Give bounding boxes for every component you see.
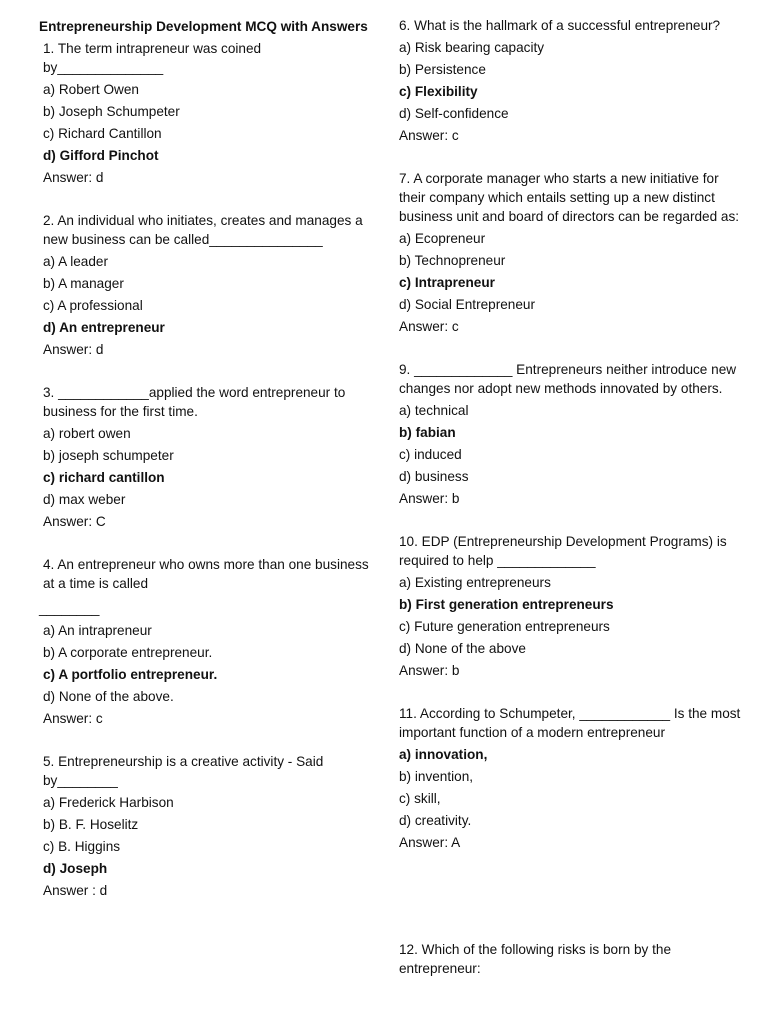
answer-key: Answer: b (399, 663, 460, 678)
correct-option: d) Gifford Pinchot (43, 148, 159, 163)
answer-option: c) skill, (399, 791, 441, 806)
correct-option: b) First generation entrepreneurs (399, 597, 614, 612)
answer-option: b) joseph schumpeter (43, 448, 174, 463)
answer-option: b) Persistence (399, 62, 486, 77)
question-block (39, 555, 382, 728)
answer-key: Answer: c (399, 128, 459, 143)
correct-option: c) Flexibility (399, 84, 478, 99)
answer-option: a) Robert Owen (43, 82, 139, 97)
correct-option: b) fabian (399, 425, 456, 440)
answer-option: d) Social Entrepreneur (399, 297, 536, 312)
question-block (395, 360, 745, 508)
answer-option: d) business (399, 469, 469, 484)
answer-key: Answer: d (43, 342, 104, 357)
answer-key: Answer: c (399, 319, 459, 334)
answer-option: d) None of the above. (43, 689, 174, 704)
question-text: 12. Which of the following risks is born by the entrepreneur: (399, 942, 672, 976)
answer-option: b) A corporate entrepreneur. (43, 645, 213, 660)
question-block (39, 211, 382, 359)
answer-option: c) Richard Cantillon (43, 126, 162, 141)
question-text: 1. The term intrapreneur was coined by______________ (43, 41, 262, 75)
left-column (39, 14, 382, 900)
answer-key: Answer : d (43, 883, 108, 898)
question-block (395, 704, 745, 852)
answer-option: a) Risk bearing capacity (399, 40, 545, 55)
answer-key: Answer: c (43, 711, 103, 726)
question-text: 5. Entrepreneurship is a creative activity - Said by________ (43, 754, 324, 788)
question-block (395, 16, 745, 145)
question-text: 4. An entrepreneur who owns more than one business at a time is called (43, 557, 369, 591)
answer-option: c) A professional (43, 298, 143, 313)
question-text: 6. What is the hallmark of a successful entrepreneur? (399, 18, 721, 33)
answer-option: b) A manager (43, 276, 124, 291)
right-question-list (395, 16, 745, 978)
answer-option: d) creativity. (399, 813, 472, 828)
answer-option: a) technical (399, 403, 469, 418)
question-block (395, 532, 745, 680)
answer-option: d) Self-confidence (399, 106, 509, 121)
answer-option: a) Ecopreneur (399, 231, 486, 246)
correct-option: d) An entrepreneur (43, 320, 165, 335)
answer-option: a) robert owen (43, 426, 131, 441)
right-column (395, 14, 745, 978)
answer-key: Answer: d (43, 170, 104, 185)
answer-option: c) Future generation entrepreneurs (399, 619, 610, 634)
question-text: 2. An individual who initiates, creates and manages a new business can be called_______________ (43, 213, 363, 247)
correct-option: c) richard cantillon (43, 470, 165, 485)
answer-key: Answer: C (43, 514, 106, 529)
left-question-list (39, 39, 382, 900)
correct-option: c) Intrapreneur (399, 275, 495, 290)
answer-key: Answer: b (399, 491, 460, 506)
answer-option: a) A leader (43, 254, 108, 269)
question-text: 3. ____________applied the word entrepreneur to business for the first time. (43, 385, 346, 419)
correct-option: c) A portfolio entrepreneur. (43, 667, 218, 682)
question-text: 10. EDP (Entrepreneurship Development Programs) is required to help _____________ (399, 534, 727, 568)
answer-option: a) An intrapreneur (43, 623, 152, 638)
answer-option: a) Existing entrepreneurs (399, 575, 551, 590)
question-text: 11. According to Schumpeter, ____________ Is the most important function of a modern entrepreneur (399, 706, 741, 740)
answer-option: c) B. Higgins (43, 839, 121, 854)
page-title: Entrepreneurship Development MCQ with Answers (39, 19, 368, 34)
question-text: 7. A corporate manager who starts a new initiative for their company which entails setting up a new distinct business unit and board of directors can be regarded as: (399, 171, 740, 224)
answer-option: b) invention, (399, 769, 474, 784)
answer-option: b) B. F. Hoselitz (43, 817, 139, 832)
question-block (39, 752, 382, 900)
question-blank: ________ (39, 601, 100, 616)
correct-option: d) Joseph (43, 861, 108, 876)
question-block (39, 39, 382, 187)
answer-key: Answer: A (399, 835, 461, 850)
correct-option: a) innovation, (399, 747, 488, 762)
answer-option: b) Technopreneur (399, 253, 506, 268)
question-block (39, 383, 382, 531)
answer-option: c) induced (399, 447, 462, 462)
answer-option: b) Joseph Schumpeter (43, 104, 180, 119)
question-block (395, 169, 745, 336)
answer-option: d) max weber (43, 492, 126, 507)
answer-option: d) None of the above (399, 641, 526, 656)
question-text: 9. _____________ Entrepreneurs neither introduce new changes nor adopt new methods innovated by others. (399, 362, 737, 396)
answer-option: a) Frederick Harbison (43, 795, 174, 810)
question-block (395, 940, 745, 978)
